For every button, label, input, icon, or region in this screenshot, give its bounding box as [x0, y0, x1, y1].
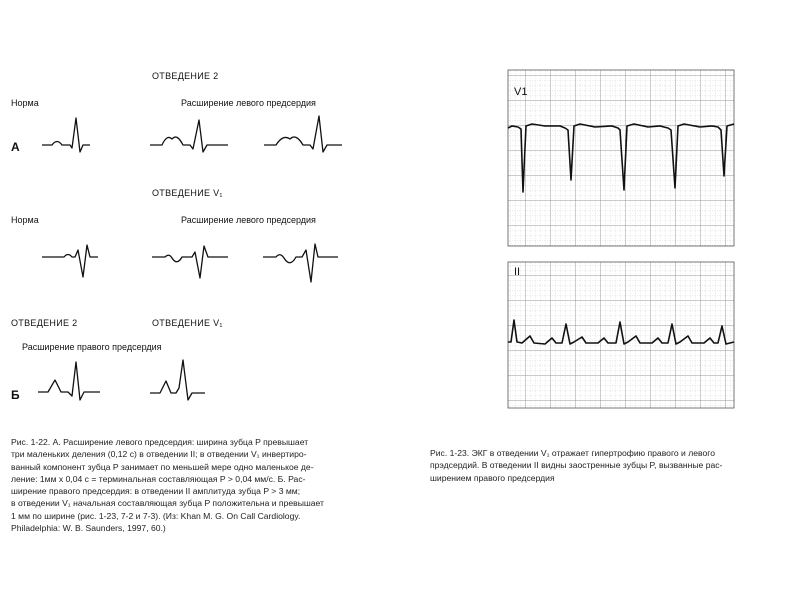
caption-line: Рис. 1-23. ЭКГ в отведении V₁ отражает гипертрофию правого и левого — [430, 448, 716, 458]
figure-1-23-caption — [430, 447, 795, 484]
v1-norm-label: Норма — [11, 215, 39, 225]
ecg-v1-lead-label: V1 — [514, 86, 528, 98]
caption-line: прэдсердий. В отведении II видны заостренные зубцы P, вызванные рас- — [430, 460, 723, 471]
caption-line: ление: 1мм x 0,04 с = терминальная составляющая P > 0,04 мм/с. Б. Рас- — [11, 473, 306, 484]
a-norm-label: Норма — [11, 98, 39, 108]
panel-b-label: Б — [11, 388, 20, 402]
ecg-grid-v1 — [508, 70, 734, 246]
ecg-grid-ii — [508, 262, 734, 408]
b-lead2-header: ОТВЕДЕНИЕ 2 — [11, 318, 78, 328]
b-right-atrium-label: Расширение правого предсердия — [22, 342, 162, 352]
caption-line: в отведении V₁ начальная составляющая зубца P положительна и превышает — [11, 498, 324, 509]
caption-line: три маленьких деления (0,12 с) в отведении II; в отведении V₁ инвертиро- — [11, 449, 307, 460]
caption-line: Рис. 1-22. А. Расширение левого предсердия: ширина зубца P превышает — [11, 437, 309, 447]
caption-line: ширение правого предсердия: в отведении II амплитуда зубца P > 3 мм; — [11, 486, 301, 497]
ecg-ii-lead-label: II — [514, 266, 521, 278]
caption-line: 1 мм по ширине (рис. 1-23, 7-2 и 7-3). (Из: Khan M. G. On Call Cardiology. — [11, 510, 301, 521]
v1-left-atrium-label: Расширение левого предсердия — [181, 215, 316, 225]
panel-a-label: А — [11, 140, 20, 154]
a-lead2-header: ОТВЕДЕНИЕ 2 — [152, 71, 219, 81]
caption-line: ширением правого предсердия — [430, 472, 555, 483]
a-left-atrium-label: Расширение левого предсердия — [181, 98, 316, 108]
caption-line: Philadelphia: W. B. Saunders, 1997, 60.) — [11, 523, 166, 534]
caption-line: ванный компонент зубца P занимает по меньшей мере одно маленькое де- — [11, 461, 314, 472]
b-v1-header: ОТВЕДЕНИЕ V₁ — [152, 318, 223, 328]
v1-header: ОТВЕДЕНИЕ V₁ — [152, 188, 223, 198]
